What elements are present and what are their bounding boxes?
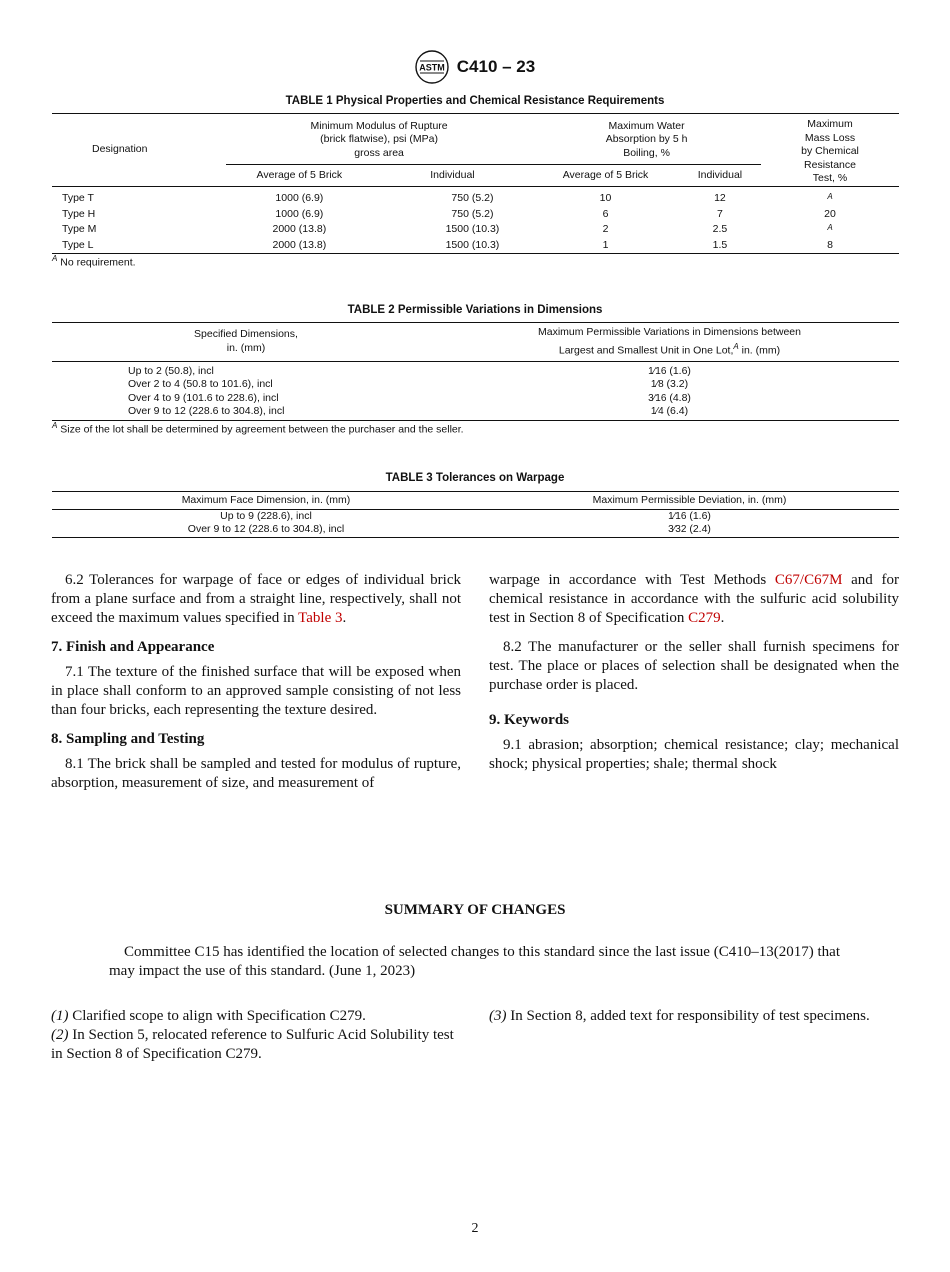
t3-cell-dim: Up to 9 (228.6), incl	[220, 509, 312, 522]
t1-sub-w-ind: Individual	[697, 168, 743, 181]
table-row	[52, 186, 899, 208]
t1-cell-type: Type T	[62, 191, 94, 204]
t1-footnote: $^A$ No requirement.	[52, 254, 136, 269]
summary-title: SUMMARY OF CHANGES	[384, 902, 566, 918]
t1-cell-w-ind: 1.5	[712, 239, 728, 251]
table3-caption: TABLE 3 Tolerances on Warpage	[385, 472, 565, 484]
para-6-2: 6.2 Tolerances for warpage of face or edges of individual brick from a plane surface and from a straight line, respectively, shall not exceed the maximum values specified in Table 3.	[51, 572, 461, 626]
t2-cell-var: 3⁄16 (4.8)	[648, 391, 691, 404]
table-row	[52, 509, 899, 523]
astm-logo-icon	[415, 50, 449, 84]
summary-left	[51, 1007, 461, 1064]
link-c279[interactable]: C279	[688, 610, 721, 626]
heading-9: 9. Keywords	[489, 712, 569, 728]
t1-cell-type: Type M	[62, 223, 97, 236]
table-row	[52, 523, 899, 537]
t1-col-mass: Maximum Mass Loss by Chemical Resistance Test, %	[801, 118, 859, 184]
t1-cell-w-avg: 1	[602, 239, 609, 251]
t1-cell-m-avg: 2000 (13.8)	[272, 223, 327, 236]
t2-cell-dim: Over 9 to 12 (228.6 to 304.8), incl	[128, 405, 285, 417]
t1-cell-mass: A	[827, 191, 833, 201]
summary-right	[489, 1007, 904, 1026]
t1-cell-w-avg: 2	[602, 223, 609, 236]
para-8-2: 8.2 The manufacturer or the seller shall furnish specimens for test. The place or places of selection shall be designated when the purchase order is placed.	[489, 639, 899, 693]
t1-col-water: Maximum Water Absorption by 5 h Boiling, %	[532, 114, 761, 165]
t1-cell-w-ind: 12	[714, 191, 726, 204]
t1-cell-m-ind: 750 (5.2)	[451, 207, 494, 220]
t1-cell-mass: 20	[824, 207, 836, 220]
t1-col-modulus: Minimum Modulus of Rupture (brick flatwise), psi (MPa) gross area	[226, 114, 532, 165]
t1-cell-mass: A	[827, 223, 833, 232]
t3-cell-dev: 1⁄16 (1.6)	[668, 509, 711, 522]
table3	[52, 491, 899, 538]
right-column	[489, 571, 899, 782]
table2	[52, 322, 899, 421]
t1-sub-m-avg: Average of 5 Brick	[256, 168, 343, 181]
t2-cell-var: 1⁄16 (1.6)	[648, 364, 691, 377]
table-row	[52, 221, 899, 239]
summary-item-1: (1) Clarified scope to align with Specification C279.	[51, 1008, 366, 1024]
svg-text:ASTM: ASTM	[419, 62, 445, 73]
t3-cell-dim: Over 9 to 12 (228.6 to 304.8), incl	[187, 523, 345, 535]
table1-caption: TABLE 1 Physical Properties and Chemical Resistance Requirements	[285, 95, 665, 107]
t1-sub-w-avg: Average of 5 Brick	[562, 168, 649, 181]
t1-cell-type: Type L	[62, 239, 94, 251]
page-number: 2	[471, 1221, 479, 1236]
table-row	[52, 208, 899, 222]
table-row	[52, 239, 899, 253]
t2-cell-var: 1⁄4 (6.4)	[650, 405, 689, 417]
table-row	[52, 361, 899, 378]
t2-cell-dim: Up to 2 (50.8), incl	[128, 364, 214, 377]
table-row	[52, 378, 899, 392]
summary-item-2: (2) In Section 5, relocated reference to Sulfuric Acid Solubility test in Section 8 of Specification C279.	[51, 1027, 454, 1062]
t1-col-designation: Designation	[92, 143, 148, 155]
t2-footnote: $^A$ Size of the lot shall be determined by agreement between the purchaser and the seller.	[52, 421, 464, 436]
para-9-1: 9.1 abrasion; absorption; chemical resistance; clay; mechanical shock; physical properties; shale; thermal shock	[489, 737, 899, 772]
heading-7: 7. Finish and Appearance	[51, 639, 215, 655]
t1-cell-m-ind: 1500 (10.3)	[445, 239, 500, 251]
link-c67[interactable]: C67/C67M	[774, 572, 843, 588]
t1-cell-w-avg: 10	[599, 191, 612, 204]
t1-cell-m-avg: 2000 (13.8)	[272, 239, 327, 251]
page-header	[0, 50, 950, 84]
t1-cell-w-ind: 7	[717, 207, 723, 220]
t1-cell-w-ind: 2.5	[712, 223, 728, 236]
para-8-1: 8.1 The brick shall be sampled and tested for modulus of rupture, absorption, measurement of size, and measurement of	[51, 756, 461, 791]
heading-8: 8. Sampling and Testing	[51, 731, 205, 747]
t2-cell-dim: Over 2 to 4 (50.8 to 101.6), incl	[128, 378, 273, 390]
t2-cell-var: 1⁄8 (3.2)	[650, 378, 689, 390]
t2-col-dim: Specified Dimensions, in. (mm)	[194, 328, 298, 354]
t1-cell-m-avg: 1000 (6.9)	[275, 191, 324, 204]
t1-cell-type: Type H	[62, 207, 96, 220]
table-row	[52, 392, 899, 406]
left-column	[51, 571, 461, 801]
summary-intro: Committee C15 has identified the location of selected changes to this standard since the last issue (C410–13(2017) that may impact the use of this standard. (June 1, 2023)	[109, 944, 840, 979]
summary-item-3: (3) In Section 8, added text for responsibility of test specimens.	[489, 1008, 870, 1024]
para-8-1-cont: warpage in accordance with Test Methods C67/C67M and for chemical resistance in accordance with the sulfuric acid solubility test in Section 8 of Specification C279.	[489, 572, 899, 626]
t1-cell-m-ind: 750 (5.2)	[451, 191, 494, 204]
t2-cell-dim: Over 4 to 9 (101.6 to 228.6), incl	[128, 391, 279, 404]
t1-cell-m-avg: 1000 (6.9)	[275, 207, 324, 220]
table-row	[52, 405, 899, 420]
t2-col-var: Maximum Permissible Variations in Dimensions between Largest and Smallest Unit in One Lot,$^A$ in. (mm)	[538, 326, 801, 356]
table1	[52, 113, 899, 254]
t1-sub-m-ind: Individual	[430, 168, 475, 181]
document-designation: C410 – 23	[456, 57, 536, 76]
t3-col-dim: Maximum Face Dimension, in. (mm)	[181, 494, 351, 506]
t1-cell-mass: 8	[827, 239, 833, 251]
link-table-3[interactable]: Table 3	[298, 610, 343, 626]
t1-cell-m-ind: 1500 (10.3)	[445, 223, 500, 236]
t1-cell-w-avg: 6	[602, 207, 609, 220]
t3-col-dev: Maximum Permissible Deviation, in. (mm)	[592, 494, 787, 506]
t3-cell-dev: 3⁄32 (2.4)	[668, 523, 711, 535]
para-7-1: 7.1 The texture of the finished surface that will be exposed when in place shall conform to an approved sample consisting of not less than four bricks, each representing the texture desired.	[51, 664, 461, 718]
table2-caption: TABLE 2 Permissible Variations in Dimensions	[347, 304, 603, 316]
